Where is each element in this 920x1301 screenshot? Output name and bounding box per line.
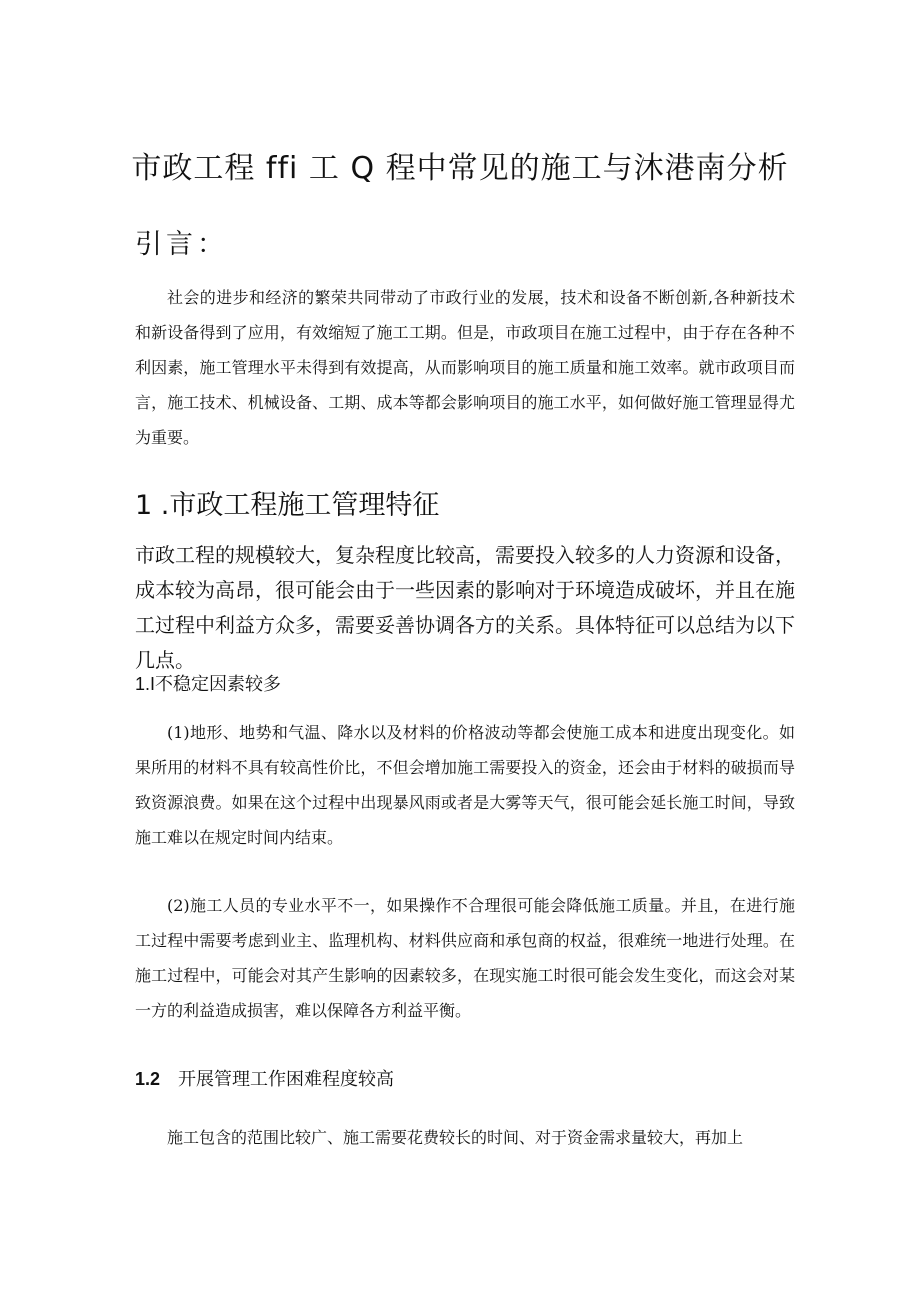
- document-title: 市政工程 ffi 工 Q 程中常见的施工与沐港南分析: [131, 151, 789, 186]
- intro-paragraph: 社会的进步和经济的繁荣共同带动了市政行业的发展，技术和设备不断创新,各种新技术和新设备得到了应用，有效缩短了施工工期。但是，市政项目在施工过程中，由于存在各种不利因素，施工管理水平未得到有效提高，从而影响项目的施工质量和施工效率。就市政项目而言，施工技术、机械设备、工期、成本等都会影响项目的施工水平，如何做好施工管理显得尤为重要。: [135, 288, 795, 447]
- section-1-paragraph: 市政工程的规模较大，复杂程度比较高，需要投入较多的人力资源和设备，成本较为高昂，很可能会由于一些因素的影响对于环境造成破坏，并且在施工过程中利益方众多，需要妥善协调各方的关系。具体特征可以总结为以下几点。: [135, 543, 795, 672]
- intro-heading: 引言：: [135, 229, 228, 260]
- section-1-2-paragraph: 施工包含的范围比较广、施工需要花费较长的时间、对于资金需求量较大，再加上: [167, 1128, 744, 1147]
- section-1-2-title: 开展管理工作困难程度较高: [178, 1069, 395, 1090]
- section-1-1-paragraph-2: (2)施工人员的专业水平不一，如果操作不合理很可能会降低施工质量。并且，在进行施工过程中需要考虑到业主、监理机构、材料供应商和承包商的权益，很难统一地进行处理。在施工过程中，可能会对其产生影响的因素较多，在现实施工时很可能会发生变化，而这会对某一方的利益造成损害，难以保障各方利益平衡。: [135, 896, 795, 1020]
- section-1-1-number: 1.I: [135, 674, 156, 694]
- section-1-heading: 1 .市政工程施工管理特征: [135, 490, 440, 521]
- section-1-1-paragraph-1: (1)地形、地势和气温、降水以及材料的价格波动等都会使施工成本和进度出现变化。如果所用的材料不具有较高性价比，不但会增加施工需要投入的资金，还会由于材料的破损而导致资源浪费。如果在这个过程中出现暴风雨或者是大雾等天气，很可能会延长施工时间，导致施工难以在规定时间内结束。: [135, 723, 795, 847]
- section-1-2-number: 1.2: [135, 1069, 161, 1089]
- section-1-2-heading: [135, 1065, 394, 1091]
- section-1-1-title: 不稳定因素较多: [155, 674, 282, 695]
- section-1-1-heading: [135, 670, 281, 696]
